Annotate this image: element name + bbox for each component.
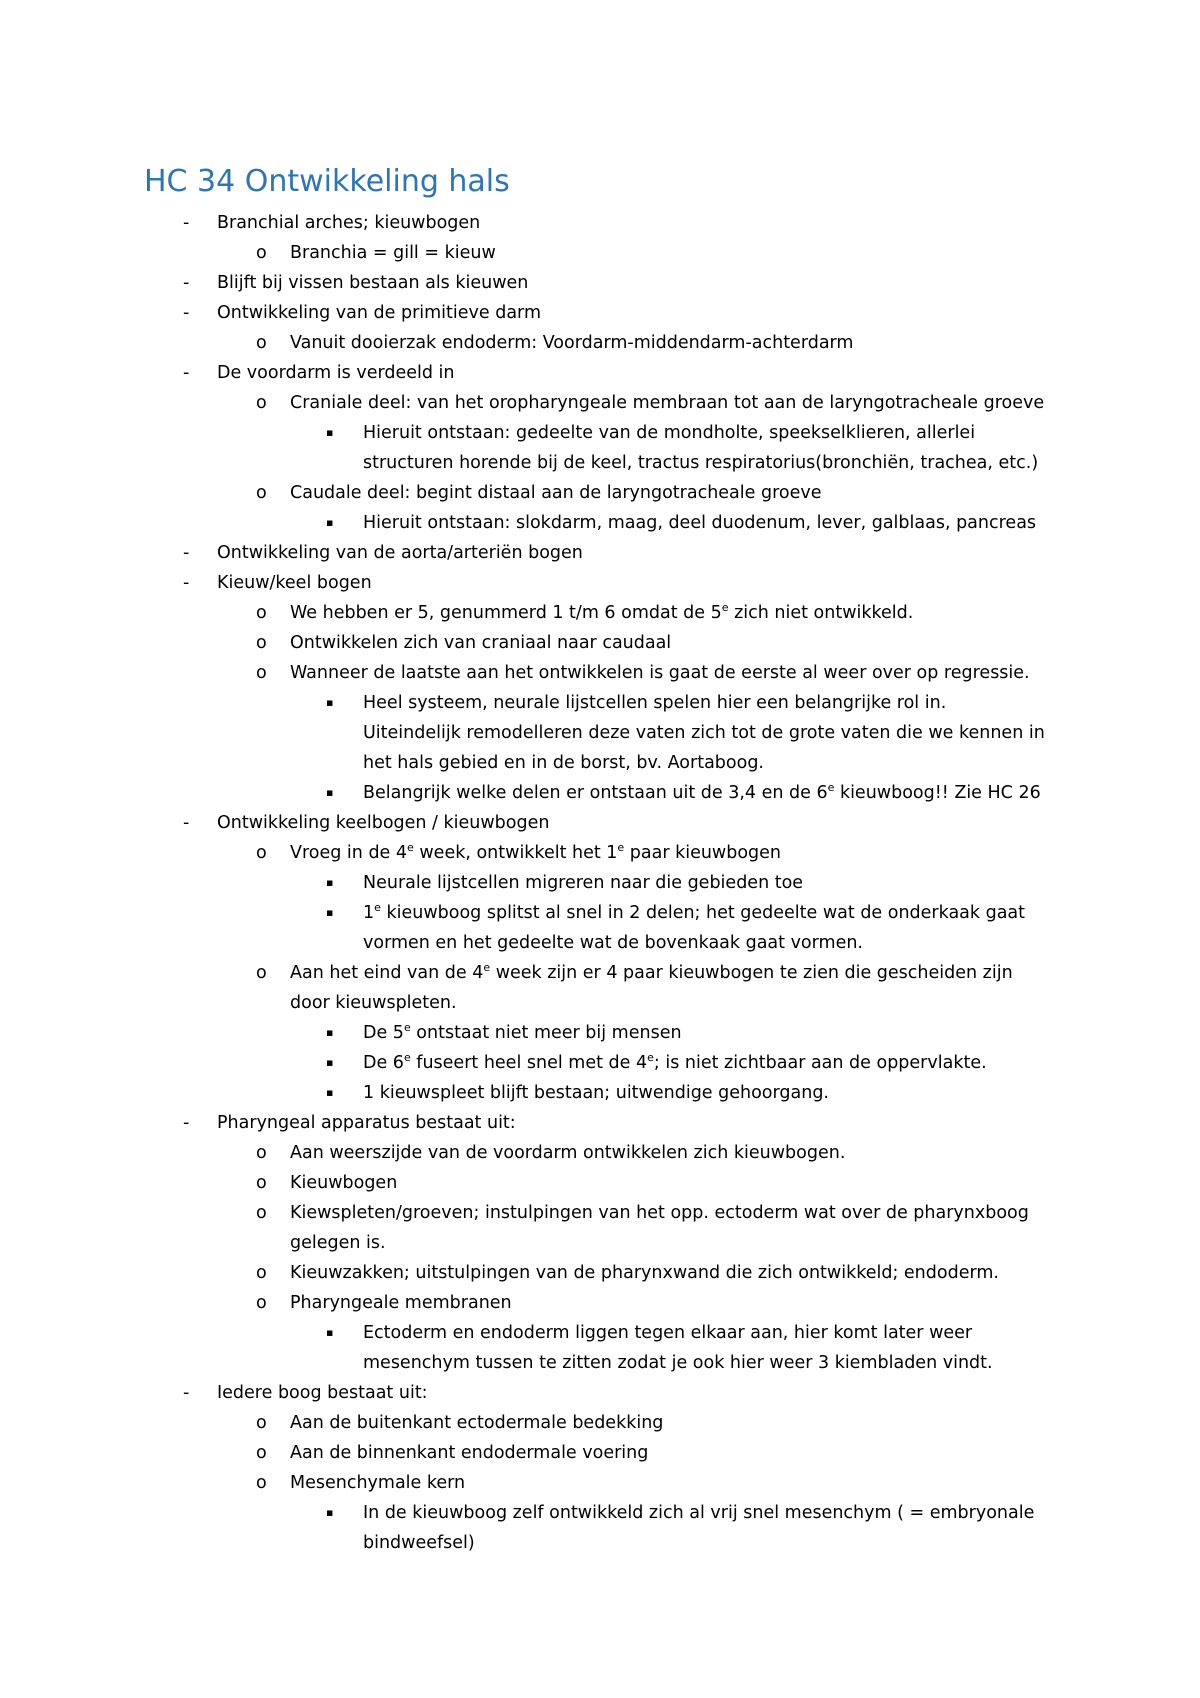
- list-item-text: [290, 628, 671, 658]
- list-item-text: [217, 268, 528, 298]
- list-item-text: [363, 718, 1045, 748]
- text-run: Wanneer de laatste aan het ontwikkelen is gaat de eerste al weer over op regressie.: [290, 663, 1030, 683]
- list-bullet-icon: o: [256, 843, 267, 863]
- text-run: Hieruit ontstaan: gedeelte van de mondholte, speekselklieren, allerlei: [363, 423, 976, 443]
- list-bullet-icon: ▪: [326, 786, 334, 799]
- text-run: In de kieuwboog zelf ontwikkeld zich al vrij snel mesenchym ( = embryonale: [363, 1503, 1035, 1523]
- list-bullet-icon: ▪: [326, 516, 334, 529]
- list-bullet-icon: o: [256, 1203, 267, 1223]
- text-run: 1 kieuwspleet blijft bestaan; uitwendige gehoorgang.: [363, 1083, 829, 1103]
- superscript: e: [374, 901, 381, 915]
- list-item-text: [363, 418, 975, 448]
- list-item-text: [363, 778, 1041, 808]
- list-bullet-icon: o: [256, 963, 267, 983]
- text-run: Mesenchymale kern: [290, 1473, 466, 1493]
- list-bullet-icon: -: [183, 1383, 190, 1403]
- list-item-text: [290, 388, 1044, 418]
- text-run: Hieruit ontstaan: slokdarm, maag, deel duodenum, lever, galblaas, pancreas: [363, 513, 1037, 533]
- text-run: Vroeg in de 4: [290, 843, 408, 863]
- superscript: e: [617, 841, 625, 855]
- list-item-text: [363, 1078, 829, 1108]
- superscript: e: [483, 961, 491, 975]
- list-item-text: [363, 688, 946, 718]
- text-run: paar kieuwbogen: [624, 843, 782, 863]
- list-bullet-icon: o: [256, 333, 267, 353]
- list-bullet-icon: -: [183, 1113, 190, 1133]
- list-bullet-icon: ▪: [326, 696, 334, 709]
- text-run: Kieuw/keel bogen: [217, 573, 372, 593]
- list-bullet-icon: o: [256, 483, 267, 503]
- text-run: Ontwikkeling keelbogen / kieuwbogen: [217, 813, 550, 833]
- list-item-text: [363, 1048, 987, 1078]
- list-item-text: [217, 1108, 516, 1138]
- list-item-text: [363, 1318, 972, 1348]
- text-run: Pharyngeal apparatus bestaat uit:: [217, 1113, 516, 1133]
- list-bullet-icon: ▪: [326, 906, 334, 919]
- list-item-text: [290, 1198, 1029, 1228]
- list-item-text: [363, 928, 863, 958]
- text-run: We hebben er 5, genummerd 1 t/m 6 omdat de 5: [290, 603, 722, 623]
- list-item-text: [290, 1228, 386, 1258]
- list-bullet-icon: -: [183, 303, 190, 323]
- list-item-text: [290, 1168, 397, 1198]
- text-run: Aan het eind van de 4: [290, 963, 484, 983]
- text-run: structuren horende bij de keel, tractus respiratorius(bronchiën, trachea, etc.): [363, 453, 1039, 473]
- list-item-text: [290, 1258, 999, 1288]
- list-bullet-icon: o: [256, 1173, 267, 1193]
- text-run: Pharyngeale membranen: [290, 1293, 512, 1313]
- list-item-text: [363, 868, 803, 898]
- document-title: HC 34 Ontwikkeling hals: [144, 164, 510, 199]
- list-bullet-icon: o: [256, 663, 267, 683]
- list-item-text: [363, 1498, 1034, 1528]
- list-item-text: [290, 1408, 663, 1438]
- text-run: Caudale deel: begint distaal aan de laryngotracheale groeve: [290, 483, 822, 503]
- list-item-text: [290, 838, 781, 868]
- text-run: zich niet ontwikkeld.: [728, 603, 914, 623]
- list-item-text: [290, 1138, 845, 1168]
- list-item-text: [290, 658, 1030, 688]
- text-run: ; is niet zichtbaar aan de oppervlakte.: [653, 1053, 987, 1073]
- text-run: Ontwikkeling van de aorta/arteriën bogen: [217, 543, 583, 563]
- list-bullet-icon: o: [256, 1143, 267, 1163]
- text-run: De 5: [363, 1023, 404, 1043]
- list-item-text: [290, 1468, 465, 1498]
- text-run: Uiteindelijk remodelleren deze vaten zich tot de grote vaten die we kennen in: [363, 723, 1045, 743]
- list-item-text: [217, 568, 372, 598]
- text-run: Branchia = gill = kieuw: [290, 243, 496, 263]
- list-item-text: [290, 988, 457, 1018]
- text-run: Kieuwzakken; uitstulpingen van de pharynxwand die zich ontwikkeld; endoderm.: [290, 1263, 999, 1283]
- text-run: Ontwikkeling van de primitieve darm: [217, 303, 541, 323]
- list-bullet-icon: ▪: [326, 1026, 334, 1039]
- superscript: e: [827, 781, 835, 795]
- list-item-text: [363, 1348, 993, 1378]
- list-bullet-icon: -: [183, 273, 190, 293]
- list-item-text: [217, 538, 583, 568]
- superscript: e: [403, 1021, 411, 1035]
- text-run: fuseert heel snel met de 4: [410, 1053, 648, 1073]
- list-item-text: [290, 328, 853, 358]
- list-item-text: [217, 808, 549, 838]
- text-run: kieuwboog splitst al snel in 2 delen; het gedeelte wat de onderkaak gaat: [380, 903, 1026, 923]
- text-run: 1: [363, 903, 375, 923]
- list-bullet-icon: o: [256, 1263, 267, 1283]
- list-bullet-icon: o: [256, 1443, 267, 1463]
- text-run: Branchial arches; kieuwbogen: [217, 213, 481, 233]
- text-run: vormen en het gedeelte wat de bovenkaak gaat vormen.: [363, 933, 863, 953]
- list-item-text: [363, 508, 1036, 538]
- text-run: Aan de buitenkant ectodermale bedekking: [290, 1413, 664, 1433]
- text-run: ontstaat niet meer bij mensen: [410, 1023, 682, 1043]
- list-bullet-icon: -: [183, 543, 190, 563]
- text-run: Ectoderm en endoderm liggen tegen elkaar aan, hier komt later weer: [363, 1323, 973, 1343]
- text-run: het hals gebied en in de borst, bv. Aortaboog.: [363, 753, 764, 773]
- text-run: Kieuwbogen: [290, 1173, 398, 1193]
- list-item-text: [290, 598, 913, 628]
- list-bullet-icon: -: [183, 813, 190, 833]
- text-run: Heel systeem, neurale lijstcellen spelen hier een belangrijke rol in.: [363, 693, 947, 713]
- list-item-text: [363, 748, 764, 778]
- list-item-text: [217, 358, 454, 388]
- text-run: door kieuwspleten.: [290, 993, 457, 1013]
- list-bullet-icon: ▪: [326, 876, 334, 889]
- text-run: bindweefsel): [363, 1533, 475, 1553]
- list-bullet-icon: o: [256, 393, 267, 413]
- text-run: De 6: [363, 1053, 404, 1073]
- text-run: gelegen is.: [290, 1233, 386, 1253]
- list-bullet-icon: o: [256, 633, 267, 653]
- list-bullet-icon: -: [183, 363, 190, 383]
- text-run: kieuwboog!! Zie HC 26: [834, 783, 1041, 803]
- list-bullet-icon: ▪: [326, 1506, 334, 1519]
- list-bullet-icon: o: [256, 243, 267, 263]
- text-run: Aan weerszijde van de voordarm ontwikkelen zich kieuwbogen.: [290, 1143, 846, 1163]
- text-run: Aan de binnenkant endodermale voering: [290, 1443, 649, 1463]
- text-run: Iedere boog bestaat uit:: [217, 1383, 428, 1403]
- list-item-text: [290, 238, 496, 268]
- list-bullet-icon: ▪: [326, 1086, 334, 1099]
- text-run: Neurale lijstcellen migreren naar die gebieden toe: [363, 873, 804, 893]
- list-item-text: [290, 1288, 512, 1318]
- list-bullet-icon: ▪: [326, 426, 334, 439]
- text-run: De voordarm is verdeeld in: [217, 363, 455, 383]
- list-bullet-icon: -: [183, 213, 190, 233]
- list-item-text: [217, 208, 480, 238]
- list-item-text: [363, 1528, 475, 1558]
- list-bullet-icon: o: [256, 1293, 267, 1313]
- list-item-text: [217, 1378, 428, 1408]
- text-run: week, ontwikkelt het 1: [413, 843, 618, 863]
- text-run: Vanuit dooierzak endoderm: Voordarm-middendarm-achterdarm: [290, 333, 854, 353]
- superscript: e: [403, 1051, 411, 1065]
- text-run: Craniale deel: van het oropharyngeale membraan tot aan de laryngotracheale groeve: [290, 393, 1045, 413]
- list-item-text: [363, 1018, 682, 1048]
- text-run: Blijft bij vissen bestaan als kieuwen: [217, 273, 529, 293]
- outline-list: [0, 208, 1200, 1558]
- list-bullet-icon: ▪: [326, 1056, 334, 1069]
- text-run: Belangrijk welke delen er ontstaan uit de 3,4 en de 6: [363, 783, 828, 803]
- superscript: e: [721, 601, 729, 615]
- list-item-text: [290, 958, 1013, 988]
- list-item-text: [363, 448, 1038, 478]
- text-run: Ontwikkelen zich van craniaal naar caudaal: [290, 633, 672, 653]
- list-bullet-icon: o: [256, 1473, 267, 1493]
- text-run: Kiewspleten/groeven; instulpingen van het opp. ectoderm wat over de pharynxboog: [290, 1203, 1029, 1223]
- superscript: e: [647, 1051, 654, 1065]
- list-bullet-icon: ▪: [326, 1326, 334, 1339]
- list-item-text: [290, 478, 821, 508]
- list-bullet-icon: o: [256, 1413, 267, 1433]
- list-bullet-icon: -: [183, 573, 190, 593]
- text-run: mesenchym tussen te zitten zodat je ook hier weer 3 kiembladen vindt.: [363, 1353, 993, 1373]
- text-run: week zijn er 4 paar kieuwbogen te zien die gescheiden zijn: [490, 963, 1013, 983]
- superscript: e: [407, 841, 414, 855]
- list-item-text: [363, 898, 1025, 928]
- list-bullet-icon: o: [256, 603, 267, 623]
- list-item-text: [217, 298, 541, 328]
- list-item-text: [290, 1438, 648, 1468]
